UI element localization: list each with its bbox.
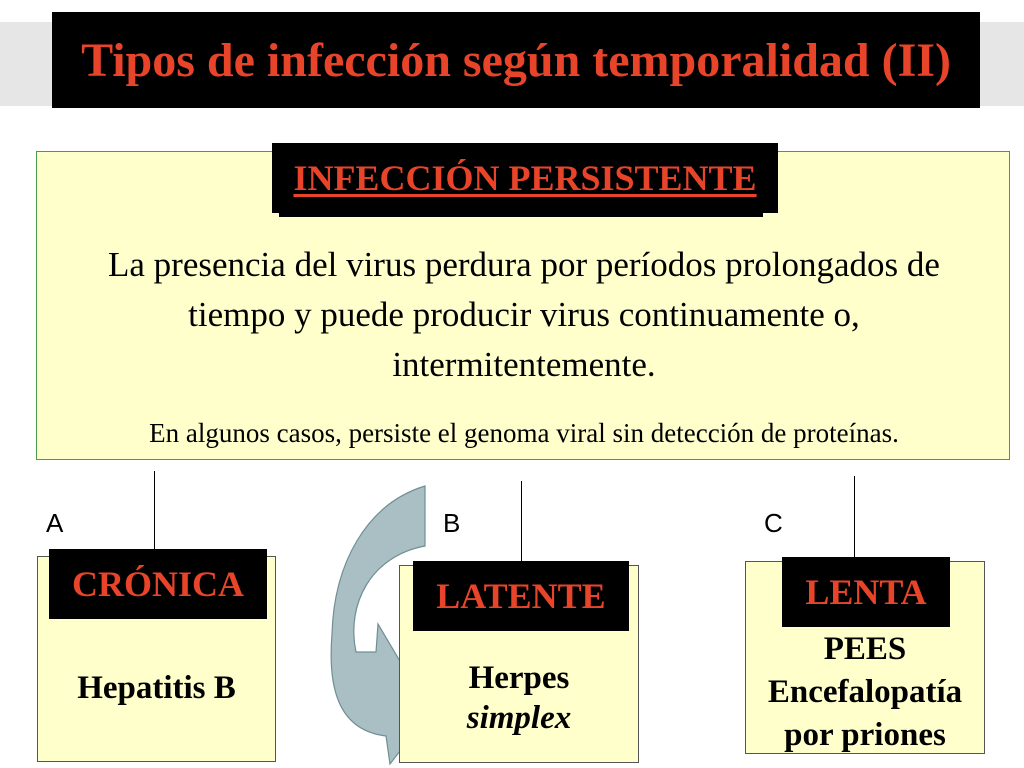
description-line: intermitentemente. bbox=[392, 345, 656, 384]
letter-a: A bbox=[46, 508, 64, 538]
note-text: En algunos casos, persiste el genoma viral sin detección de proteínas. bbox=[149, 418, 899, 448]
slide-title: Tipos de infección según temporalidad (II) bbox=[81, 33, 951, 87]
title-box bbox=[52, 12, 980, 108]
type-example: PEES bbox=[823, 631, 907, 667]
connector-line-c bbox=[854, 476, 855, 560]
type-example: por priones bbox=[784, 717, 946, 753]
type-example: Encefalopatía bbox=[767, 674, 963, 710]
type-example: Herpes bbox=[468, 660, 570, 696]
type-label-latente: LATENTE bbox=[413, 561, 629, 631]
type-example-italic: simplex bbox=[466, 700, 572, 736]
connector-line-a bbox=[154, 471, 155, 557]
persistent-infection-header bbox=[272, 143, 778, 213]
letter-c: C bbox=[764, 508, 783, 538]
type-text-latente bbox=[399, 658, 639, 738]
type-example: Hepatitis B bbox=[77, 670, 236, 706]
letter-b: B bbox=[443, 508, 461, 538]
type-label-lenta: LENTA bbox=[782, 557, 950, 627]
type-text-cronica bbox=[37, 668, 276, 708]
header-label: INFECCIÓN PERSISTENTE bbox=[293, 158, 757, 198]
type-text-lenta bbox=[745, 628, 985, 757]
description-line: tiempo y puede producir virus continuamente o, bbox=[188, 295, 860, 334]
description bbox=[60, 240, 988, 390]
description-line: La presencia del virus perdura por períodos prolongados de bbox=[108, 245, 940, 284]
type-label-cronica: CRÓNICA bbox=[49, 549, 267, 619]
connector-line-b bbox=[521, 481, 522, 563]
